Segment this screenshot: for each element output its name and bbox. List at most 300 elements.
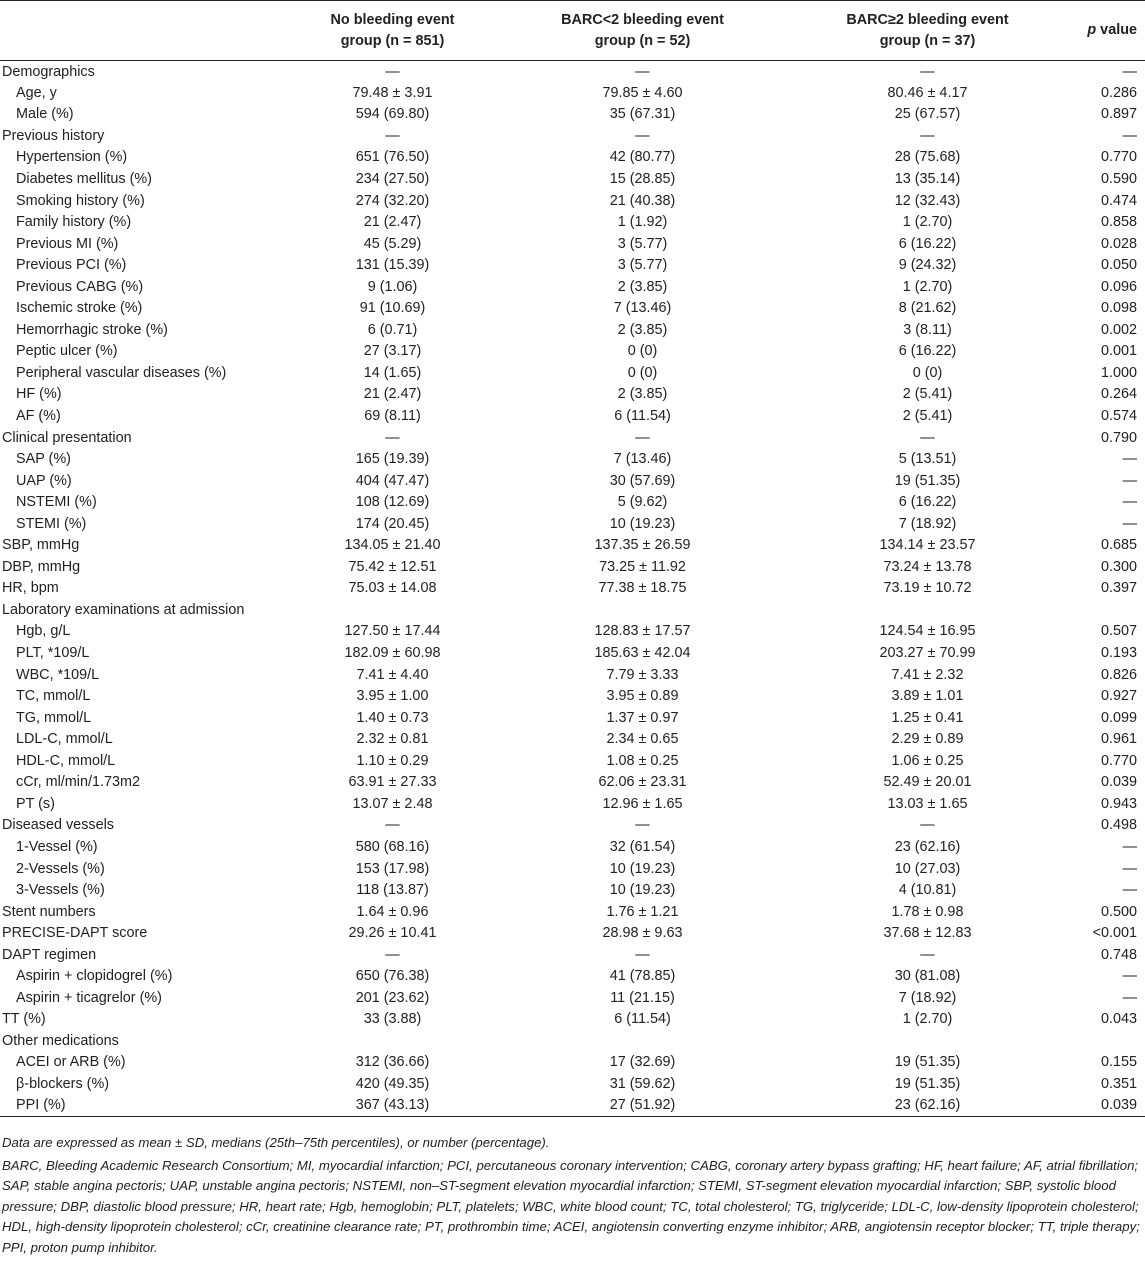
table-row: [0, 82, 1145, 104]
no-bleeding-value: 182.09 ± 60.98: [344, 645, 441, 662]
row-label: Previous PCI (%): [16, 257, 127, 274]
row-label: Other medications: [2, 1032, 119, 1049]
no-bleeding-value: 594 (69.80): [355, 106, 430, 123]
p-value: 0.826: [1100, 666, 1137, 683]
barc-lt2-value: 79.85 ± 4.60: [602, 84, 683, 101]
barc-ge2-value: 3 (8.11): [903, 321, 952, 338]
barc-ge2-value: 19 (51.35): [894, 1075, 961, 1092]
table-row: [0, 319, 1145, 341]
p-value: 0.770: [1100, 752, 1137, 769]
p-value: 0.039: [1100, 774, 1137, 791]
table-row: [0, 901, 1145, 923]
no-bleeding-value: 580 (68.16): [355, 838, 430, 855]
table-row: [0, 254, 1145, 276]
table-row: [0, 944, 1145, 966]
barc-ge2-value: 19 (51.35): [894, 1054, 961, 1071]
p-value: —: [1122, 472, 1137, 489]
barc-ge2-value: 124.54 ± 16.95: [879, 623, 976, 640]
barc-lt2-value: 1 (1.92): [617, 214, 668, 231]
table-row: [0, 535, 1145, 557]
barc-lt2-value: 2 (3.85): [617, 278, 668, 295]
no-bleeding-value: 14 (1.65): [363, 364, 422, 381]
no-bleeding-value: 27 (3.17): [363, 343, 422, 360]
table-footnotes: [2, 1133, 1140, 1261]
row-label: PPI (%): [0, 1095, 285, 1117]
table-row: [0, 427, 1145, 449]
table-row: [0, 815, 1145, 837]
barc-lt2-value: 62.06 ± 23.31: [598, 774, 687, 791]
no-bleeding-value: 420 (49.35): [355, 1075, 430, 1092]
row-label: Aspirin + clopidogrel (%): [16, 968, 173, 985]
table-body: [0, 61, 1145, 1117]
barc-lt2-value: 41 (78.85): [609, 968, 676, 985]
header-barc-lt2-line2: group (n = 52): [594, 32, 691, 49]
row-label: Family history (%): [16, 214, 132, 231]
no-bleeding-value: 75.03 ± 14.08: [348, 580, 437, 597]
header-label-cell: [0, 1, 285, 61]
row-label: Age, y: [16, 84, 57, 101]
table-row: [0, 298, 1145, 320]
barc-lt2-value: 128.83 ± 17.57: [594, 623, 691, 640]
no-bleeding-value: 153 (17.98): [355, 860, 430, 877]
barc-ge2-value: 2 (5.41): [902, 386, 953, 403]
barc-ge2-value: 203.27 ± 70.99: [879, 645, 976, 662]
barc-lt2-value: 5 (9.62): [617, 494, 668, 511]
p-value: 0.155: [1100, 1054, 1137, 1071]
table-row: [0, 190, 1145, 212]
barc-ge2-value: 30 (81.08): [894, 968, 961, 985]
row-label: PT (s): [16, 795, 55, 812]
row-label: Laboratory examinations at admission: [2, 601, 245, 618]
no-bleeding-value: 1.40 ± 0.73: [356, 709, 429, 726]
row-label: Demographics: [2, 63, 95, 80]
row-label: ACEI or ARB (%): [16, 1054, 126, 1071]
table-row: [0, 1073, 1145, 1095]
table-row: [0, 470, 1145, 492]
no-bleeding-value: 75.42 ± 12.51: [348, 558, 437, 575]
barc-ge2-value: 80.46 ± 4.17: [887, 84, 968, 101]
no-bleeding-value: —: [385, 127, 400, 144]
barc-lt2-value: 137.35 ± 26.59: [594, 537, 691, 554]
barc-lt2-value: 0 (0): [627, 364, 658, 381]
barc-lt2-value: 6 (11.54): [614, 408, 671, 425]
barc-ge2-value: 52.49 ± 20.01: [883, 774, 972, 791]
row-label: Previous CABG (%): [16, 278, 144, 295]
barc-lt2-value: 21 (40.38): [609, 192, 676, 209]
no-bleeding-value: —: [385, 817, 400, 834]
no-bleeding-value: 274 (32.20): [355, 192, 430, 209]
row-label: DAPT regimen: [2, 946, 97, 963]
table-row: [0, 211, 1145, 233]
row-label: DBP, mmHg: [2, 558, 81, 575]
table-row: [0, 1030, 1145, 1052]
barc-ge2-value: 1.78 ± 0.98: [891, 903, 964, 920]
row-label: 1-Vessel (%): [16, 838, 98, 855]
p-value: 0.300: [1100, 558, 1137, 575]
p-value: 0.927: [1100, 688, 1137, 705]
no-bleeding-value: [285, 1030, 500, 1052]
barc-lt2-value: 6 (11.54): [614, 1011, 671, 1028]
no-bleeding-value: 6 (0.71): [367, 321, 418, 338]
barc-lt2-value: —: [635, 63, 650, 80]
p-value: 0.050: [1100, 257, 1137, 274]
no-bleeding-value: 650 (76.38): [355, 968, 430, 985]
table-row: [0, 922, 1145, 944]
row-label: Aspirin + ticagrelor (%): [16, 989, 162, 1006]
barc-ge2-value: —: [920, 817, 935, 834]
no-bleeding-value: 174 (20.45): [355, 515, 430, 532]
barc-ge2-value: 23 (62.16): [894, 838, 961, 855]
no-bleeding-value: 165 (19.39): [355, 451, 430, 468]
barc-ge2-value: 10 (27.03): [894, 860, 961, 877]
p-value: —: [1122, 515, 1137, 532]
barc-lt2-value: 2 (3.85): [617, 321, 668, 338]
table-row: [0, 664, 1145, 686]
row-label: AF (%): [16, 408, 61, 425]
barc-lt2-value: 185.63 ± 42.04: [594, 645, 691, 662]
header-barc-lt2-group: [500, 1, 785, 61]
p-value: 0.961: [1100, 731, 1137, 748]
barc-lt2-value: —: [635, 127, 650, 144]
table-row: [0, 405, 1145, 427]
row-label: Peripheral vascular diseases (%): [16, 364, 227, 381]
header-no-bleeding-line1: No bleeding event: [330, 11, 455, 28]
row-label: Previous history: [2, 127, 105, 144]
no-bleeding-value: 201 (23.62): [355, 989, 430, 1006]
barc-ge2-value: 7.41 ± 2.32: [891, 666, 964, 683]
no-bleeding-value: 63.91 ± 27.33: [348, 774, 437, 791]
p-value: 0.685: [1100, 537, 1137, 554]
row-label: Peptic ulcer (%): [16, 343, 118, 360]
table-row: [0, 750, 1145, 772]
header-p-value: [1070, 1, 1145, 61]
table-row: [0, 642, 1145, 664]
row-label: HDL-C, mmol/L: [16, 752, 116, 769]
barc-lt2-value: 7 (13.46): [613, 451, 672, 468]
p-value: 0.507: [1100, 623, 1137, 640]
row-label: WBC, *109/L: [16, 666, 100, 683]
barc-lt2-value: 73.25 ± 11.92: [599, 558, 686, 575]
table-row: [0, 362, 1145, 384]
barc-ge2-value: 5 (13.51): [898, 451, 957, 468]
p-value: 0.748: [1100, 946, 1137, 963]
barc-lt2-value: 10 (19.23): [609, 515, 676, 532]
table-row: [0, 341, 1145, 363]
row-label: Previous MI (%): [16, 235, 119, 252]
row-label: HR, bpm: [2, 580, 59, 597]
barc-ge2-value: 1 (2.70): [902, 214, 953, 231]
table-row: [0, 1052, 1145, 1074]
row-label: Hgb, g/L: [16, 623, 71, 640]
table-row: [0, 987, 1145, 1009]
no-bleeding-value: [285, 599, 500, 621]
row-label: Hypertension (%): [16, 149, 128, 166]
barc-lt2-value: 31 (59.62): [609, 1075, 676, 1092]
no-bleeding-value: 1.64 ± 0.96: [356, 903, 429, 920]
barc-ge2-value: 6 (16.22): [898, 494, 957, 511]
table-row: [0, 384, 1145, 406]
table-row: [0, 621, 1145, 643]
header-p-italic: p: [1087, 22, 1097, 38]
barc-lt2-value: 27 (51.92): [500, 1095, 785, 1117]
barc-lt2-value: 1.76 ± 1.21: [606, 903, 679, 920]
p-value: 0.028: [1100, 235, 1137, 252]
p-value: 0.574: [1100, 408, 1137, 425]
no-bleeding-value: 234 (27.50): [355, 171, 430, 187]
no-bleeding-value: 29.26 ± 10.41: [348, 925, 437, 942]
row-label: SBP, mmHg: [2, 537, 80, 554]
no-bleeding-value: 9 (1.06): [367, 278, 418, 295]
table-row: [0, 104, 1145, 126]
barc-ge2-value: 9 (24.32): [898, 257, 957, 274]
barc-lt2-value: 42 (80.77): [609, 149, 676, 166]
barc-lt2-value: 3 (5.77): [617, 257, 668, 274]
table-header: [0, 1, 1145, 61]
row-label: 2-Vessels (%): [16, 860, 105, 877]
barc-lt2-value: —: [635, 946, 650, 963]
p-value: —: [1122, 494, 1137, 511]
p-value: —: [1122, 968, 1137, 985]
barc-ge2-value: 2 (5.41): [902, 408, 953, 425]
header-barc-lt2-line1: BARC<2 bleeding event: [561, 11, 724, 28]
barc-ge2-value: 1 (2.70): [902, 278, 953, 295]
table-row: [0, 556, 1145, 578]
barc-lt2-value: 0 (0): [627, 343, 658, 360]
p-value: —: [1122, 860, 1137, 877]
no-bleeding-value: 21 (2.47): [363, 214, 422, 231]
table-row: [0, 772, 1145, 794]
table-row: [0, 233, 1145, 255]
p-value: [1070, 1030, 1145, 1052]
no-bleeding-value: 69 (8.11): [364, 408, 421, 425]
p-value: 0.858: [1100, 214, 1137, 231]
p-value: 0.193: [1100, 645, 1137, 662]
barc-lt2-value: 17 (32.69): [609, 1054, 676, 1071]
table-row: [0, 1009, 1145, 1031]
table-row: [0, 168, 1145, 190]
no-bleeding-value: 7.41 ± 4.40: [356, 666, 429, 683]
no-bleeding-value: 33 (3.88): [363, 1011, 422, 1028]
row-label: Clinical presentation: [2, 429, 132, 446]
barc-ge2-value: 23 (62.16): [785, 1095, 1070, 1117]
barc-lt2-value: [500, 1030, 785, 1052]
p-value: <0.001: [1092, 925, 1137, 942]
barc-ge2-value: 25 (67.57): [894, 106, 961, 123]
p-value: —: [1122, 882, 1137, 899]
no-bleeding-value: —: [385, 429, 400, 446]
no-bleeding-value: 13.07 ± 2.48: [352, 795, 433, 812]
p-value: 0.001: [1100, 343, 1137, 360]
header-barc-ge2-line2: group (n = 37): [879, 32, 976, 49]
row-label: PRECISE-DAPT score: [2, 925, 148, 942]
barc-ge2-value: 8 (21.62): [898, 300, 957, 317]
barc-ge2-value: —: [920, 429, 935, 446]
barc-lt2-value: 77.38 ± 18.75: [598, 580, 687, 597]
p-value: 0.474: [1100, 192, 1137, 209]
p-value: 0.286: [1100, 84, 1137, 101]
barc-lt2-value: 28.98 ± 9.63: [602, 925, 683, 942]
barc-lt2-value: 35 (67.31): [609, 106, 676, 123]
row-label: Smoking history (%): [16, 192, 145, 209]
p-value: —: [1122, 63, 1137, 80]
table-row: [0, 1095, 1145, 1117]
barc-lt2-value: 7 (13.46): [613, 300, 672, 317]
header-barc-ge2-group: [785, 1, 1070, 61]
barc-ge2-value: —: [920, 127, 935, 144]
barc-lt2-value: 32 (61.54): [609, 838, 676, 855]
row-label: STEMI (%): [16, 515, 87, 532]
row-label: β-blockers (%): [16, 1075, 110, 1092]
barc-ge2-value: 28 (75.68): [894, 149, 961, 166]
row-label: Diabetes mellitus (%): [16, 171, 152, 187]
no-bleeding-value: 367 (43.13): [285, 1095, 500, 1117]
barc-lt2-value: 2 (3.85): [617, 386, 668, 403]
row-label: NSTEMI (%): [16, 494, 97, 511]
no-bleeding-value: 134.05 ± 21.40: [344, 537, 441, 554]
barc-ge2-value: 37.68 ± 12.83: [883, 925, 972, 942]
p-value: 0.039: [1070, 1095, 1145, 1117]
barc-lt2-value: 1.37 ± 0.97: [606, 709, 679, 726]
footnote-abbreviations: BARC, Bleeding Academic Research Consortium; MI, myocardial infarction; PCI, percutaneous coronary intervention; CABG, coronary artery bypass grafting; HF, heart failure; AF, atrial fibrillation; SAP, stable angina pectoris; UAP, unstable angina pectoris; NSTEMI, non–ST-segment elevation myocardial infarction; STEMI, ST-segment elevation myocardial infarction; SBP, systolic blood pressure; DBP, diastolic blood pressure; HR, heart rate; Hgb, hemoglobin; PLT, platelets; WBC, white blood count; TC, total cholesterol; TG, triglyceride; LDL-C, low-density lipoprotein cholesterol; HDL, high-density lipoprotein cholesterol; cCr, creatinine clearance rate; PT, prothrombin time; ACEI, angiotensin converting enzyme inhibitor; ARB, angiotensin receptor blocker; TT, triple therapy; PPI, proton pump inhibitor.: [2, 1157, 1140, 1255]
table-row: [0, 513, 1145, 535]
row-label: Hemorrhagic stroke (%): [16, 321, 168, 338]
barc-lt2-value: 15 (28.85): [609, 171, 676, 187]
row-label: 3-Vessels (%): [16, 882, 105, 899]
header-no-bleeding-line2: group (n = 851): [340, 32, 445, 49]
barc-ge2-value: [785, 1030, 1070, 1052]
barc-lt2-value: 10 (19.23): [609, 860, 676, 877]
barc-ge2-value: 19 (51.35): [894, 472, 961, 489]
table-row: [0, 879, 1145, 901]
barc-ge2-value: 73.24 ± 13.78: [883, 558, 972, 575]
no-bleeding-value: 404 (47.47): [355, 472, 430, 489]
p-value: —: [1122, 989, 1137, 1006]
p-value: —: [1122, 451, 1137, 468]
barc-ge2-value: —: [920, 946, 935, 963]
p-value: 0.897: [1100, 106, 1137, 123]
no-bleeding-value: 131 (15.39): [355, 257, 430, 274]
p-value: 0.099: [1100, 709, 1137, 726]
p-value: 0.770: [1100, 149, 1137, 166]
p-value: —: [1122, 127, 1137, 144]
p-value: 0.264: [1100, 386, 1137, 403]
row-label: Diseased vessels: [2, 817, 114, 834]
table-row: [0, 836, 1145, 858]
p-value: 0.498: [1100, 817, 1137, 834]
barc-ge2-value: 6 (16.22): [898, 343, 957, 360]
barc-lt2-value: 7.79 ± 3.33: [606, 666, 679, 683]
table-row: [0, 793, 1145, 815]
barc-ge2-value: 1.25 ± 0.41: [891, 709, 964, 726]
barc-lt2-value: 3 (5.77): [617, 235, 668, 252]
row-label: LDL-C, mmol/L: [16, 731, 113, 748]
barc-ge2-value: 13.03 ± 1.65: [887, 795, 968, 812]
no-bleeding-value: 118 (13.87): [356, 882, 429, 899]
barc-ge2-value: 0 (0): [912, 364, 943, 381]
no-bleeding-value: 45 (5.29): [363, 235, 422, 252]
no-bleeding-value: 79.48 ± 3.91: [352, 84, 433, 101]
row-label: Ischemic stroke (%): [16, 300, 143, 317]
table-row: [0, 147, 1145, 169]
barc-ge2-value: 6 (16.22): [898, 235, 957, 252]
table-row: [0, 578, 1145, 600]
barc-lt2-value: 11 (21.15): [610, 989, 675, 1006]
no-bleeding-value: —: [385, 946, 400, 963]
table-row: [0, 685, 1145, 707]
table-row: [0, 858, 1145, 880]
table-row: [0, 491, 1145, 513]
p-value: 0.096: [1100, 278, 1137, 295]
no-bleeding-value: 127.50 ± 17.44: [344, 623, 441, 640]
row-label: TC, mmol/L: [16, 688, 91, 705]
no-bleeding-value: —: [385, 63, 400, 80]
p-value: 0.590: [1100, 171, 1137, 187]
barc-lt2-value: 1.08 ± 0.25: [606, 752, 679, 769]
barc-ge2-value: 1.06 ± 0.25: [891, 752, 964, 769]
p-value: 0.397: [1100, 580, 1137, 597]
barc-ge2-value: 13 (35.14): [894, 171, 961, 187]
row-label: TT (%): [2, 1011, 46, 1028]
p-value: 0.943: [1100, 795, 1137, 812]
no-bleeding-value: 3.95 ± 1.00: [356, 688, 429, 705]
p-value: 0.098: [1100, 300, 1137, 317]
row-label: HF (%): [16, 386, 62, 403]
table-row: [0, 965, 1145, 987]
barc-ge2-value: 4 (10.81): [898, 882, 957, 899]
barc-lt2-value: 3.95 ± 0.89: [606, 688, 679, 705]
p-value: 0.500: [1100, 903, 1137, 920]
p-value: 0.790: [1100, 429, 1137, 446]
barc-ge2-value: 73.19 ± 10.72: [883, 580, 972, 597]
barc-lt2-value: —: [635, 817, 650, 834]
row-label: Male (%): [16, 106, 74, 123]
row-label: PLT, *109/L: [16, 645, 90, 662]
footnote-expression: Data are expressed as mean ± SD, medians (25th–75th percentiles), or number (percentage).: [2, 1135, 550, 1150]
barc-ge2-value: 134.14 ± 23.57: [879, 537, 976, 554]
barc-lt2-value: 30 (57.69): [609, 472, 676, 489]
no-bleeding-value: 91 (10.69): [359, 300, 426, 317]
table-row: [0, 448, 1145, 470]
barc-ge2-value: 7 (18.92): [898, 989, 957, 1006]
header-barc-ge2-line1: BARC≥2 bleeding event: [846, 11, 1009, 28]
row-label: cCr, ml/min/1.73m2: [16, 774, 140, 791]
row-label: TG, mmol/L: [16, 709, 92, 726]
p-value: —: [1122, 838, 1137, 855]
header-no-bleeding-group: [285, 1, 500, 61]
barc-ge2-value: —: [920, 63, 935, 80]
barc-lt2-value: 12.96 ± 1.65: [602, 795, 683, 812]
header-p-rest: value: [1096, 22, 1137, 38]
barc-ge2-value: [785, 599, 1070, 621]
no-bleeding-value: 312 (36.66): [355, 1054, 430, 1071]
table-row: [0, 599, 1145, 621]
no-bleeding-value: 651 (76.50): [355, 149, 430, 166]
p-value: 0.043: [1100, 1011, 1137, 1028]
no-bleeding-value: 1.10 ± 0.29: [356, 752, 429, 769]
table-row: [0, 707, 1145, 729]
no-bleeding-value: 21 (2.47): [363, 386, 422, 403]
table-row: [0, 728, 1145, 750]
table-row: [0, 125, 1145, 147]
barc-ge2-value: 7 (18.92): [898, 515, 957, 532]
p-value: 0.002: [1100, 321, 1137, 338]
barc-ge2-value: 1 (2.70): [902, 1011, 953, 1028]
barc-lt2-value: [500, 599, 785, 621]
row-label: UAP (%): [16, 472, 72, 489]
table-row: [0, 276, 1145, 298]
barc-ge2-value: 3.89 ± 1.01: [891, 688, 964, 705]
barc-ge2-value: 2.29 ± 0.89: [891, 731, 964, 748]
